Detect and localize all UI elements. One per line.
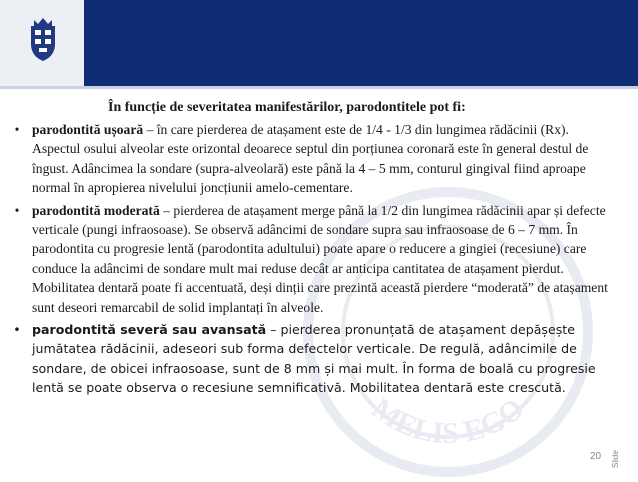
university-crest-icon [28,16,58,62]
watermark-text: MELIS EGO [365,391,531,451]
list-item [10,120,610,198]
slide-label: Slide [611,450,620,468]
bullet-term: parodontită ușoară [32,122,144,137]
bullet-text: – în care pierderea de atașament este de 1/4 - 1/3 din lungimea rădăcinii (Rx). Aspectul osului alveolar este orizontal deoarece septul din porțiunea coronară este în general destul de îngust. Adâncimea la sondare (supra-alveolară) este până la 4 – 5 mm, conturul gingival fiind aproape normal în apropierea nivelului joncțiunii amelo-cementare. [32,122,589,196]
header-bar [84,0,638,86]
list-item [10,320,610,398]
bullet-list [10,120,610,401]
bullet-icon: • [14,202,20,218]
header-logo-area [0,0,84,86]
bullet-icon: • [14,122,20,137]
bullet-term: parodontită moderată [32,202,160,218]
bullet-text: – pierderea de atașament merge până la 1/2 din lungimea rădăcinii apar și defecte verticale (pungi infraosoase). Se observă adâncimi de sondare supra sau infraosoase de 6 – 7 mm. În parodontita cu progresie lentă (parodontita adultului) poate apare o reducere a gingiei (recesiune) care conduce la adâncimi de sondare mult mai reduse decât ar anticipa cantitatea de atașament pierdut. Mobilitatea dentară poate fi accentuată, deși dinții care prezintă această pierdere “moderată” de atașament sunt deseori remarcabil de solid implantați în alveole. [32,202,608,315]
bullet-icon: • [13,322,21,338]
slide-heading: În funcție de severitatea manifestărilor, parodontitele pot fi: [108,100,466,115]
bullet-text: – pierderea pronunțată de atașament depășește jumătatea rădăcinii, adeseori sub forma defectelor verticale. De regulă, adâncimile de sondare, de obicei infraosoase, sunt de 8 mm și mai mult. În forma de boală cu progresie lentă se poate observa o recesiune semnificativă. Mobilitatea dentară este crescută. [32,322,596,396]
bullet-term: parodontită severă sau avansată [32,322,267,338]
list-item [10,201,610,317]
header-divider [0,86,638,89]
page-number: 20 [590,451,602,462]
